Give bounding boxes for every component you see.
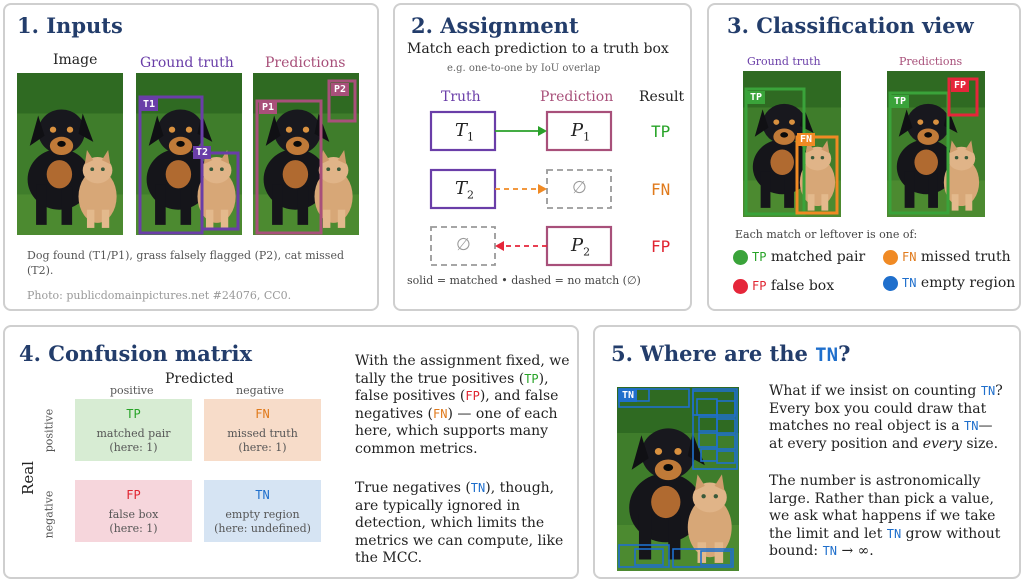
legend-fn: FN missed truth	[902, 249, 1011, 265]
legend-tp: TP matched pair	[752, 249, 866, 265]
assignment-legend: solid = matched • dashed = no match (∅)	[407, 274, 641, 287]
pred-label-3: $P_2$	[571, 235, 591, 259]
panel-title: 1. Inputs	[17, 13, 123, 38]
tag-fn: FN	[797, 133, 815, 146]
header-prediction: Prediction	[540, 89, 614, 105]
panel-assignment	[393, 3, 692, 311]
truth-label-2: $T_2$	[455, 178, 475, 202]
ground-truth-photo	[136, 73, 242, 235]
inputs-caption: Dog found (T1/P1), grass falsely flagged (P2), cat missed (T2).	[27, 249, 345, 277]
gt-label: Ground truth	[747, 55, 821, 68]
pred-label: Predictions	[899, 55, 963, 68]
legend-dot-tp	[733, 250, 748, 265]
panel-title: 3. Classification view	[727, 13, 974, 38]
panel-where-are-tn	[593, 325, 1021, 579]
legend-dot-fn	[883, 250, 898, 265]
legend-tn: TN empty region	[902, 275, 1016, 291]
cell-tn: TN empty region (here: undefined)	[204, 480, 321, 542]
assignment-subtitle: Match each prediction to a truth box	[407, 41, 669, 57]
matrix-text-2: True negatives (TN), though, are typically ignored in detection, which limits the metrics we can compute, like the MCC.	[355, 480, 564, 566]
assignment-note: e.g. one-to-one by IoU overlap	[447, 63, 601, 74]
pred-label-1: $P_1$	[571, 120, 591, 144]
legend-dot-tn	[883, 276, 898, 291]
truth-label-1: $T_1$	[455, 120, 475, 144]
truth-label-3: ∅	[456, 235, 471, 255]
classification-gt-photo	[743, 71, 841, 217]
col-positive: positive	[110, 384, 154, 397]
cell-fn: FN missed truth (here: 1)	[204, 399, 321, 461]
tag-tn: TN	[619, 389, 637, 402]
col-label-predictions: Predictions	[265, 55, 346, 71]
result-row-2: FN	[651, 180, 671, 199]
input-photo	[17, 73, 123, 235]
panel-title: 5. Where are the TN?	[611, 341, 851, 366]
panel-classification-view	[707, 3, 1021, 311]
row-negative: negative	[42, 490, 56, 539]
cell-tp: TP matched pair (here: 1)	[75, 399, 192, 461]
pred-label-2: ∅	[572, 178, 587, 198]
tag-tp-gt: TP	[747, 91, 765, 104]
tag-p1: P1	[259, 101, 277, 114]
panel-confusion-matrix	[3, 325, 579, 579]
panel-title: 4. Confusion matrix	[19, 341, 252, 366]
tag-t1: T1	[140, 98, 158, 111]
classification-pred-photo	[887, 71, 985, 217]
header-result: Result	[639, 89, 685, 105]
panel-title: 2. Assignment	[411, 13, 579, 38]
cell-fp: FP false box (here: 1)	[75, 480, 192, 542]
col-negative: negative	[236, 384, 284, 397]
axis-predicted: Predicted	[165, 371, 234, 387]
matrix-text-1: With the assignment fixed, we tally the true positives (TP), false positives (FP), and false negatives (FN) — one of each here, which supports many common metrics.	[355, 353, 570, 457]
col-label-ground-truth: Ground truth	[140, 55, 234, 71]
panel-inputs	[3, 3, 379, 311]
tag-fp: FP	[951, 79, 969, 92]
row-positive: positive	[42, 408, 56, 453]
photo-credit: Photo: publicdomainpictures.net #24076, CC0.	[27, 289, 292, 302]
tn-text-1: What if we insist on counting TN? Every box you could draw that matches no real object is a TN— at every position and every size.	[769, 383, 1003, 452]
tn-text-2: The number is astronomically large. Rather than pick a value, we ask what happens if we take the limit and let TN grow without bound: TN → ∞.	[769, 473, 1001, 559]
legend-fp: FP false box	[752, 278, 835, 294]
header-truth: Truth	[441, 89, 481, 105]
legend-dot-fp	[733, 279, 748, 294]
tag-t2: T2	[193, 146, 211, 159]
legend-title: Each match or leftover is one of:	[735, 228, 918, 241]
tag-tp-pred: TP	[891, 95, 909, 108]
tag-p2: P2	[331, 83, 349, 96]
col-label-image: Image	[53, 52, 98, 68]
predictions-photo	[253, 73, 359, 235]
result-row-1: TP	[651, 122, 671, 141]
tn-photo	[617, 387, 739, 571]
result-row-3: FP	[651, 237, 671, 256]
axis-real: Real	[18, 461, 37, 495]
